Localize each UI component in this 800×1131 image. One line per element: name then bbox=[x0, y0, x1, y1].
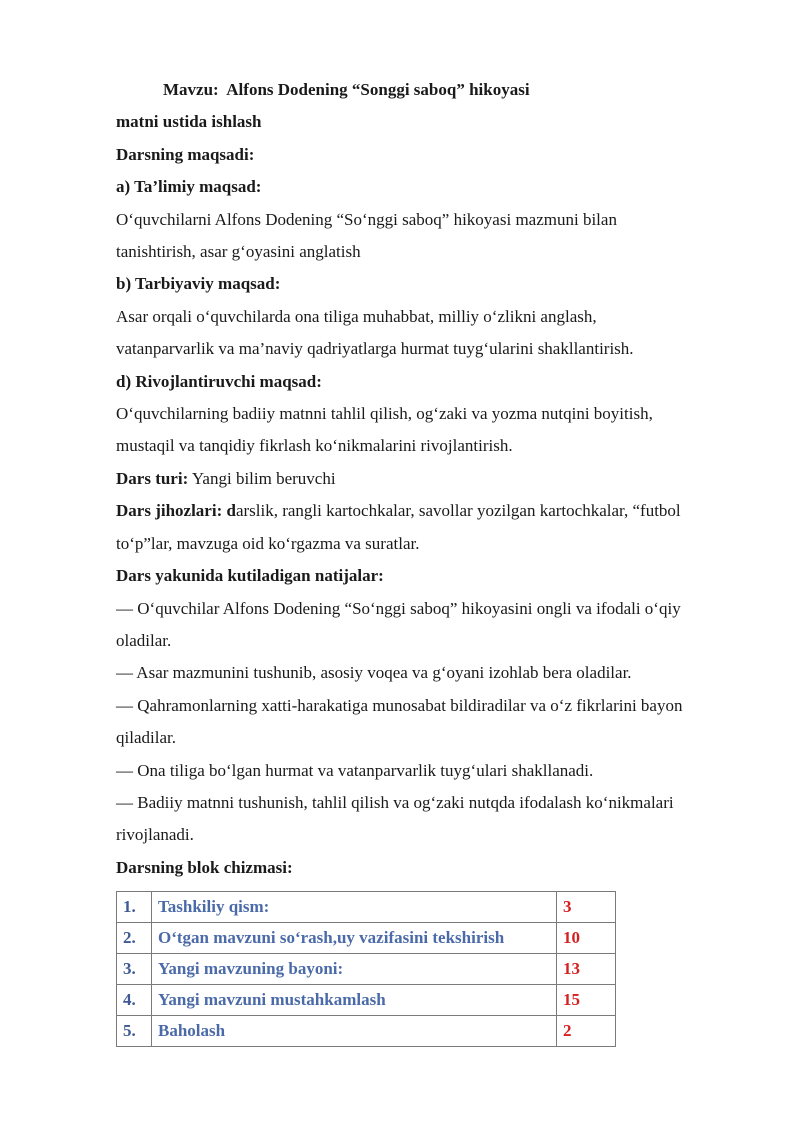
row-number: 5. bbox=[117, 1016, 152, 1047]
row-stage: Yangi mavzuni mustahkamlash bbox=[152, 985, 557, 1016]
equipment-label: Dars jihozlari: d bbox=[116, 501, 236, 521]
row-number: 1. bbox=[117, 892, 152, 923]
lesson-type bbox=[116, 463, 746, 495]
table-row bbox=[117, 954, 616, 985]
row-minutes: 13 bbox=[557, 954, 616, 985]
row-stage: Yangi mavzuning bayoni: bbox=[152, 954, 557, 985]
aims-heading: Darsning maqsadi: bbox=[116, 144, 255, 164]
row-number: 4. bbox=[117, 985, 152, 1016]
block-scheme-table bbox=[116, 891, 616, 1047]
lesson-type-value: Yangi bilim beruvchi bbox=[191, 468, 336, 488]
row-minutes: 2 bbox=[557, 1016, 616, 1047]
outcome-line: — Badiiy matnni tushunish, tahlil qilish va og‘zaki nutqda ifodalash ko‘nikmalari bbox=[116, 792, 674, 812]
outcomes-heading: Dars yakunida kutiladigan natijalar: bbox=[116, 566, 384, 586]
educational-aim-line: tanishtirish, asar g‘oyasini anglatish bbox=[116, 242, 361, 262]
table-row bbox=[117, 985, 616, 1016]
equipment-value: arslik, rangli kartochkalar, savollar yozilgan kartochkalar, “futbol bbox=[235, 501, 681, 521]
outcome-line: qiladilar. bbox=[116, 728, 176, 748]
outcome-line: — Asar mazmunini tushunib, asosiy voqea va g‘oyani izohlab bera oladilar. bbox=[116, 663, 632, 683]
row-stage: Tashkiliy qism: bbox=[152, 892, 557, 923]
equipment-line bbox=[116, 495, 746, 527]
outcome-line: rivojlanadi. bbox=[116, 825, 194, 845]
outcome-line: oladilar. bbox=[116, 630, 172, 650]
educational-aim-line: O‘quvchilarni Alfons Dodening “So‘nggi saboq” hikoyasi mazmuni bilan bbox=[116, 209, 617, 229]
outcome-line: — O‘quvchilar Alfons Dodening “So‘nggi saboq” hikoyasini ongli va ifodali o‘qiy bbox=[116, 598, 681, 618]
row-minutes: 15 bbox=[557, 985, 616, 1016]
topic-title: Alfons Dodening “Songgi saboq” hikoyasi bbox=[226, 80, 530, 99]
educational-aim-heading: a) Ta’limiy maqsad: bbox=[116, 177, 262, 197]
topic-label: Mavzu bbox=[163, 80, 214, 99]
row-stage: O‘tgan mavzuni so‘rash,uy vazifasini tekshirish bbox=[152, 923, 557, 954]
upbringing-aim-line: Asar orqali o‘quvchilarda ona tiliga muhabbat, milliy o‘zlikni anglash, bbox=[116, 306, 597, 326]
lesson-type-label: Dars turi: bbox=[116, 468, 189, 488]
developmental-aim-heading: d) Rivojlantiruvchi maqsad: bbox=[116, 371, 322, 391]
document-page bbox=[116, 74, 746, 1047]
upbringing-aim-line: vatanparvarlik va ma’naviy qadriyatlarga hurmat tuyg‘ularini shakllantirish. bbox=[116, 339, 634, 359]
table-row bbox=[117, 892, 616, 923]
block-scheme-heading: Darsning blok chizmasi: bbox=[116, 857, 293, 877]
outcome-line: — Qahramonlarning xatti-harakatiga munosabat bildiradilar va o‘z fikrlarini bayon bbox=[116, 695, 683, 715]
row-stage: Baholash bbox=[152, 1016, 557, 1047]
equipment-continuation: to‘p”lar, mavzuga oid ko‘rgazma va suratlar. bbox=[116, 533, 420, 553]
row-minutes: 3 bbox=[557, 892, 616, 923]
developmental-aim-line: O‘quvchilarning badiiy matnni tahlil qilish, og‘zaki va yozma nutqini boyitish, bbox=[116, 404, 653, 424]
row-number: 3. bbox=[117, 954, 152, 985]
row-minutes: 10 bbox=[557, 923, 616, 954]
developmental-aim-line: mustaqil va tanqidiy fikrlash ko‘nikmalarini rivojlantirish. bbox=[116, 436, 513, 456]
table-row bbox=[117, 1016, 616, 1047]
table-row bbox=[117, 923, 616, 954]
row-number: 2. bbox=[117, 923, 152, 954]
topic-continuation: matni ustida ishlash bbox=[116, 112, 262, 132]
upbringing-aim-heading: b) Tarbiyaviy maqsad: bbox=[116, 274, 281, 294]
topic-line: Mavzu: Alfons Dodening “Songgi saboq” hikoyasi bbox=[163, 80, 530, 99]
outcome-line: — Ona tiliga bo‘lgan hurmat va vatanparvarlik tuyg‘ulari shakllanadi. bbox=[116, 760, 594, 780]
